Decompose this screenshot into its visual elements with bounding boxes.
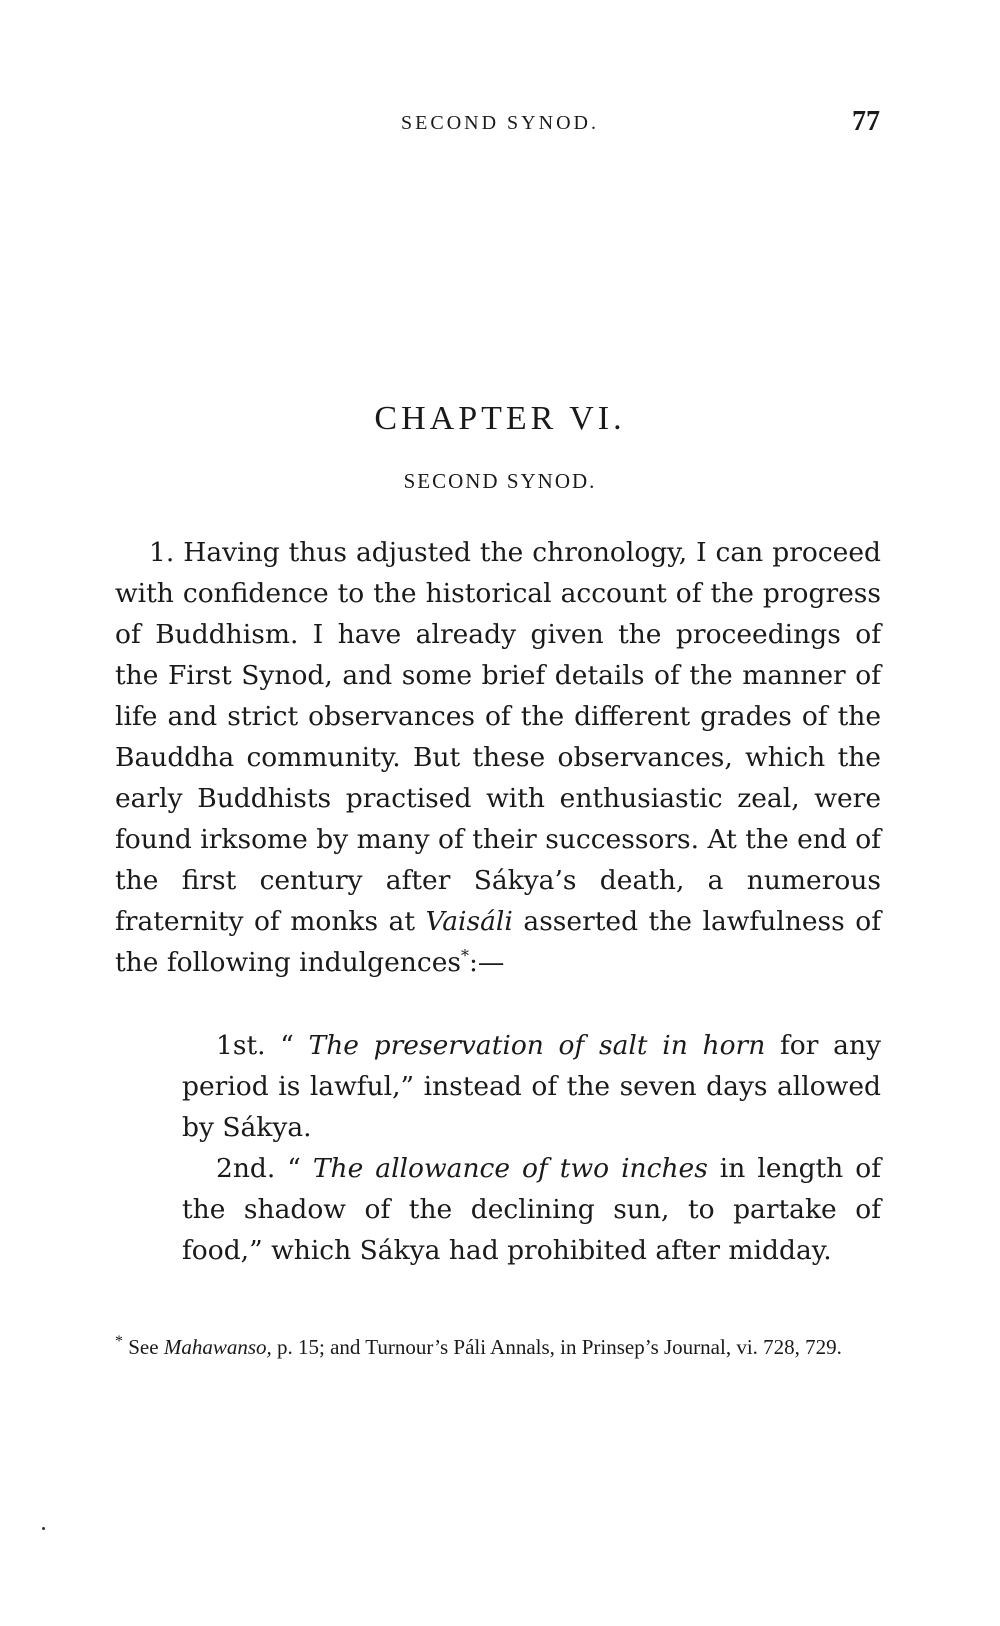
item-2-italic: The allowance of two inches bbox=[312, 1153, 708, 1184]
item-2-ordinal: 2nd. “ bbox=[216, 1153, 313, 1184]
indulgence-item-1 bbox=[182, 1025, 881, 1148]
place-name: Vaisáli bbox=[425, 906, 513, 937]
footnote-lead: See bbox=[123, 1335, 164, 1359]
paragraph-1-ending: :— bbox=[469, 947, 505, 978]
item-1-ordinal: 1st. “ bbox=[216, 1030, 309, 1061]
paragraph-1 bbox=[115, 532, 881, 983]
item-1-rest: for any period is lawful,” instead of the seven days allowed by Sákya. bbox=[182, 1030, 881, 1143]
paragraph-1-text: 1. Having thus adjusted the chronology, I can proceed with confidence to the historical account of the progress of Buddhism. I have already given the proceedings of the First Synod, and some brief details of the manner of life and strict observances of the different grades of the Bauddha community. But these observances, which the early Buddhists practised with enthusiastic zeal, were found irksome by many of their successors. At the end of the first century after Sákya’s death, a numerous fraternity of monks at bbox=[115, 537, 881, 937]
footnote-rest: p. 15; and Turnour’s Páli Annals, in Prinsep’s Journal, vi. 728, 729. bbox=[271, 1335, 842, 1359]
footnote bbox=[115, 1332, 881, 1363]
paragraph-1-continuation: asserted the lawfulness of the following indulgences bbox=[115, 906, 881, 978]
chapter-heading: CHAPTER VI. bbox=[374, 400, 626, 437]
scan-speck bbox=[42, 1527, 45, 1530]
indulgence-item-2 bbox=[182, 1148, 881, 1271]
item-1-italic: The preservation of salt in horn bbox=[308, 1030, 766, 1061]
footnote-italic-title: Mahawanso, bbox=[163, 1335, 272, 1359]
running-title: SECOND SYNOD. bbox=[401, 112, 599, 134]
page-number: 77 bbox=[852, 106, 880, 137]
section-heading: SECOND SYNOD. bbox=[403, 469, 597, 493]
footnote-reference-mark: * bbox=[461, 946, 469, 966]
item-2-rest: in length of the shadow of the declining sun, to partake of food,” which Sákya had prohibited after midday. bbox=[182, 1153, 881, 1266]
footnote-mark: * bbox=[115, 1333, 123, 1350]
